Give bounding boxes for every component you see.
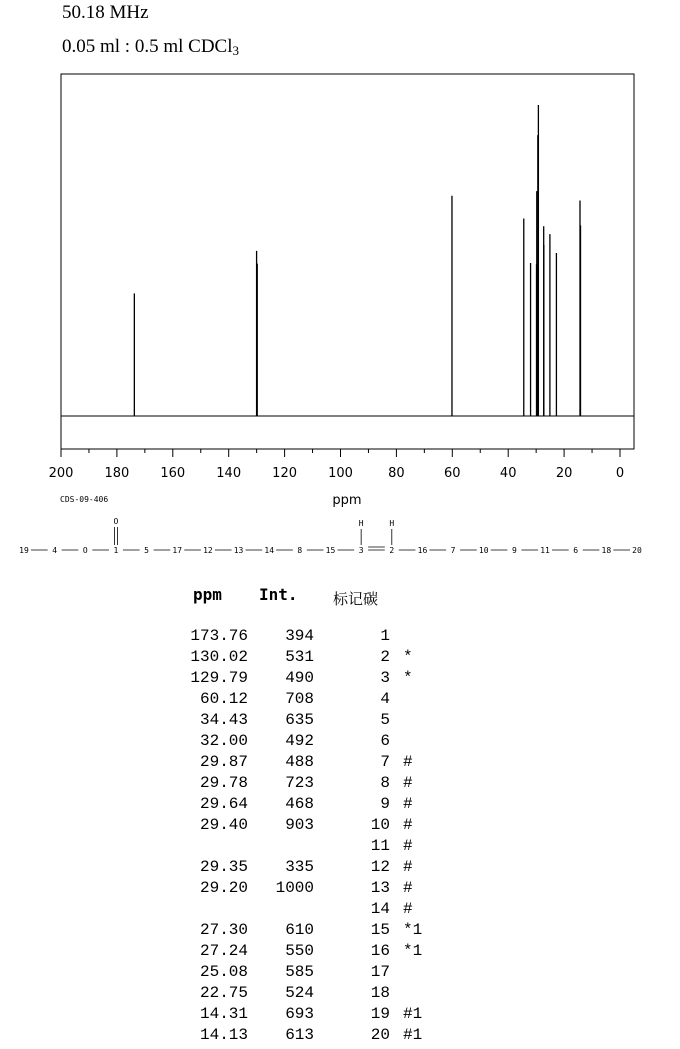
cell-carbon: 2: [380, 648, 390, 666]
x-tick-label: 140: [216, 466, 242, 481]
cell-int: 492: [285, 732, 314, 750]
cell-int: 610: [285, 921, 314, 939]
atom-label: 15: [325, 546, 336, 555]
cell-mark: #: [403, 774, 413, 792]
cell-mark: *: [403, 648, 413, 666]
atom-label: 17: [172, 546, 183, 555]
cell-carbon: 14: [370, 900, 390, 918]
x-tick-label: 60: [444, 466, 461, 481]
frequency-label: 50.18 MHz: [62, 2, 149, 23]
cell-int: 550: [285, 942, 314, 960]
table-row: [0, 879, 680, 900]
cell-ppm: 29.35: [199, 858, 248, 876]
atom-label: 6: [573, 546, 579, 555]
atom-label: O: [82, 546, 88, 555]
cell-ppm: 29.87: [199, 753, 248, 771]
peak-group: [134, 105, 580, 416]
cell-ppm: 25.08: [199, 963, 248, 981]
cell-carbon: 4: [380, 690, 390, 708]
sample-subscript: 3: [232, 43, 239, 58]
cell-ppm: 60.12: [199, 690, 248, 708]
atom-label: 2: [389, 546, 395, 555]
header-carbon: 标记碳: [333, 590, 379, 608]
x-axis-label: ppm: [332, 493, 362, 508]
x-axis-ticks: [49, 449, 625, 481]
table-row: [0, 711, 680, 732]
header-int: Int.: [259, 585, 298, 604]
atom-label: 19: [19, 546, 29, 555]
x-tick-label: 40: [499, 466, 517, 481]
cell-int: 585: [285, 963, 314, 981]
cell-mark: *1: [403, 921, 423, 939]
cell-carbon: 16: [370, 942, 390, 960]
hydrogen-label: H: [358, 519, 364, 528]
table-row: [0, 753, 680, 774]
cell-ppm: 130.02: [190, 648, 248, 666]
cell-carbon: 19: [370, 1005, 390, 1023]
table-row: [0, 732, 680, 753]
cell-int: 531: [285, 648, 314, 666]
table-row: [0, 669, 680, 690]
cell-int: 723: [285, 774, 314, 792]
cell-ppm: 27.24: [199, 942, 248, 960]
cell-ppm: 29.40: [199, 816, 248, 834]
molecule-structure: [19, 517, 642, 555]
hydrogen-label: H: [389, 519, 395, 528]
table-row: [0, 1005, 680, 1026]
cell-mark: #: [403, 795, 413, 813]
atom-label: 5: [144, 546, 150, 555]
cell-ppm: 14.13: [199, 1026, 248, 1044]
sample-text: 0.05 ml : 0.5 ml CDCl: [62, 36, 233, 57]
atom-label: 8: [297, 546, 303, 555]
cell-mark: #1: [403, 1005, 423, 1023]
atom-label: 10: [478, 546, 489, 555]
cell-int: 635: [285, 711, 314, 729]
cell-mark: #: [403, 837, 413, 855]
x-tick-label: 20: [555, 466, 573, 481]
table-row: [0, 795, 680, 816]
cell-ppm: 14.31: [199, 1005, 248, 1023]
cell-ppm: 27.30: [199, 921, 248, 939]
plot-frame: [61, 74, 634, 449]
cell-carbon: 18: [370, 984, 390, 1002]
cell-carbon: 5: [380, 711, 390, 729]
atom-label: 18: [601, 546, 612, 555]
cell-int: 708: [285, 690, 314, 708]
cell-mark: #: [403, 753, 413, 771]
cell-carbon: 12: [370, 858, 390, 876]
table-row: [0, 648, 680, 669]
cell-carbon: 1: [380, 627, 390, 645]
cell-int: 903: [285, 816, 314, 834]
cell-carbon: 3: [380, 669, 390, 687]
table-row: [0, 900, 680, 921]
cell-carbon: 10: [370, 816, 390, 834]
x-tick-label: 120: [272, 466, 298, 481]
cell-ppm: 29.20: [199, 879, 248, 897]
cell-int: 1000: [275, 879, 314, 897]
cell-ppm: 34.43: [199, 711, 248, 729]
cell-carbon: 8: [380, 774, 390, 792]
atom-label: 11: [540, 546, 550, 555]
x-tick-label: 80: [388, 466, 405, 481]
cell-mark: *1: [403, 942, 423, 960]
cell-mark: #: [403, 879, 413, 897]
x-tick-label: 160: [160, 466, 186, 481]
cell-carbon: 17: [370, 963, 390, 981]
cell-int: 490: [285, 669, 314, 687]
atom-label: 9: [511, 546, 517, 555]
x-tick-label: 200: [48, 466, 74, 481]
cell-carbon: 6: [380, 732, 390, 750]
table-row: [0, 921, 680, 942]
atom-label: 14: [264, 546, 275, 555]
cell-carbon: 11: [370, 837, 390, 855]
atom-label: 12: [203, 546, 213, 555]
cell-mark: #1: [403, 1026, 423, 1044]
cell-int: 335: [285, 858, 314, 876]
cell-int: 488: [285, 753, 314, 771]
cell-int: 613: [285, 1026, 314, 1044]
atom-label: 16: [417, 546, 428, 555]
cell-ppm: 129.79: [190, 669, 248, 687]
cell-carbon: 20: [370, 1026, 390, 1044]
cell-ppm: 29.64: [199, 795, 248, 813]
cell-carbon: 9: [380, 795, 390, 813]
cell-carbon: 7: [380, 753, 390, 771]
cell-ppm: 173.76: [190, 627, 248, 645]
table-row: [0, 984, 680, 1005]
cell-ppm: 29.78: [199, 774, 248, 792]
atom-label: 1: [113, 546, 119, 555]
cell-int: 524: [285, 984, 314, 1002]
cell-int: 468: [285, 795, 314, 813]
carbonyl-oxygen-label: O: [113, 517, 119, 526]
table-row: [0, 963, 680, 984]
atom-label: 4: [52, 546, 58, 555]
cell-mark: #: [403, 816, 413, 834]
cell-carbon: 13: [370, 879, 390, 897]
table-row: [0, 774, 680, 795]
cell-mark: *: [403, 669, 413, 687]
table-row: [0, 690, 680, 711]
cell-mark: #: [403, 858, 413, 876]
x-tick-label: 0: [615, 466, 625, 481]
header-ppm: ppm: [193, 585, 222, 604]
cell-carbon: 15: [370, 921, 390, 939]
table-row: [0, 816, 680, 837]
cell-ppm: 22.75: [199, 984, 248, 1002]
table-row: [0, 627, 680, 648]
atom-label: 7: [450, 546, 456, 555]
cell-ppm: 32.00: [199, 732, 248, 750]
atom-label: 3: [358, 546, 364, 555]
cell-int: 394: [285, 627, 314, 645]
table-row: [0, 942, 680, 963]
cell-int: 693: [285, 1005, 314, 1023]
x-tick-label: 100: [328, 466, 353, 481]
atom-label: 13: [233, 546, 244, 555]
table-row: [0, 1026, 680, 1047]
x-tick-label: 180: [104, 466, 130, 481]
table-row: [0, 837, 680, 858]
table-row: [0, 858, 680, 879]
spectrum-code: CDS-09-406: [60, 495, 109, 504]
cell-mark: #: [403, 900, 413, 918]
atom-label: 20: [632, 546, 642, 555]
